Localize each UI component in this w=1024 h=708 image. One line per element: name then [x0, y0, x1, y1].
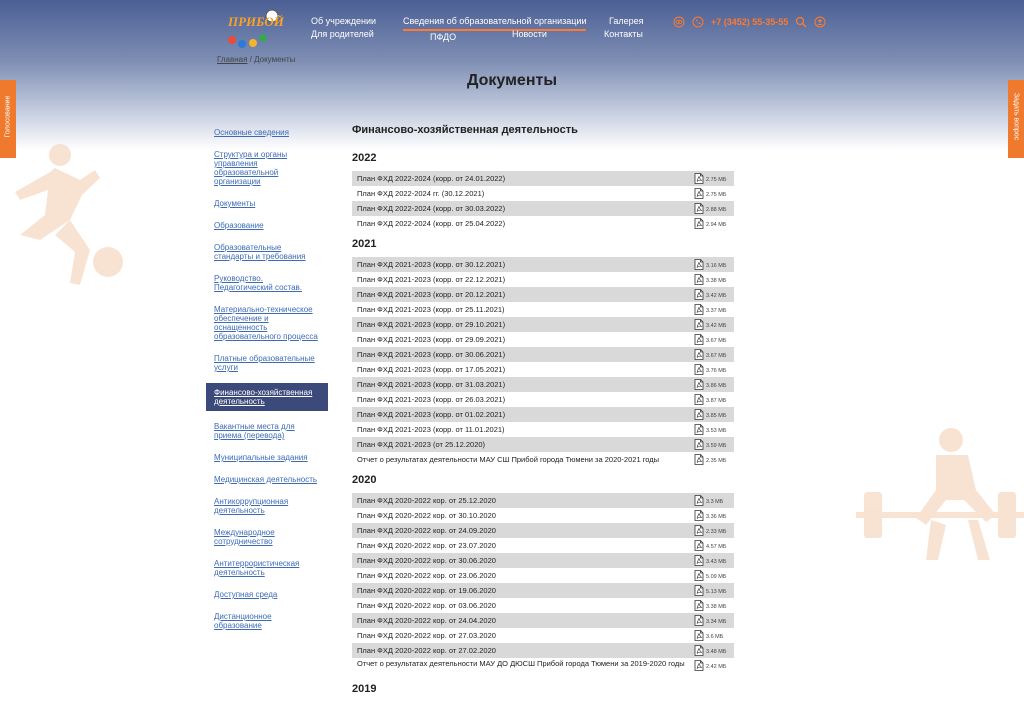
- pdf-file-icon[interactable]: [694, 439, 704, 450]
- file-size: 3.67 МБ: [706, 353, 727, 359]
- pdf-file-icon[interactable]: [694, 188, 704, 199]
- document-row[interactable]: [352, 613, 734, 628]
- file-size: 3.37 МБ: [706, 308, 727, 314]
- document-title[interactable]: План ФХД 2020-2022 кор. от 23.06.2020: [357, 570, 496, 580]
- document-list: [352, 493, 734, 676]
- sidebar-item[interactable]: Структура и органы управления образовательной организации: [214, 150, 288, 186]
- file-size: 3.42 МБ: [706, 293, 727, 299]
- sidebar-item[interactable]: Образование: [214, 221, 264, 230]
- sidebar-item[interactable]: Дистанционное образование: [214, 612, 272, 630]
- file-size: 3.53 МБ: [706, 428, 727, 434]
- document-row[interactable]: [352, 437, 734, 452]
- sidebar-item[interactable]: Вакантные места для приема (перевода): [214, 422, 295, 440]
- document-row[interactable]: [352, 317, 734, 332]
- pdf-file-icon[interactable]: [694, 349, 704, 360]
- breadcrumb: [217, 55, 295, 64]
- ask-question-side-tab[interactable]: [1008, 80, 1024, 158]
- document-title[interactable]: План ФХД 2021-2023 (корр. от 25.11.2021): [357, 304, 505, 314]
- sidebar-item[interactable]: Документы: [214, 199, 256, 208]
- sidebar-item[interactable]: Антитеррористическая деятельность: [214, 559, 300, 577]
- file-size: 2.33 МБ: [706, 529, 727, 535]
- document-row[interactable]: [352, 186, 734, 201]
- file-size: 3.86 МБ: [706, 383, 727, 389]
- file-size: 3.3 МБ: [706, 499, 724, 505]
- sidebar-item[interactable]: Руководство. Педагогический состав.: [214, 274, 303, 292]
- document-title[interactable]: План ФХД 2021-2023 (корр. от 26.03.2021): [357, 394, 506, 404]
- document-title[interactable]: План ФХД 2021-2023 (корр. от 20.12.2021): [357, 289, 506, 299]
- document-title[interactable]: План ФХД 2020-2022 кор. от 27.03.2020: [357, 630, 496, 640]
- breadcrumb-separator: /: [247, 55, 255, 64]
- document-row[interactable]: [352, 216, 734, 231]
- document-title[interactable]: План ФХД 2021-2023 (корр. от 11.01.2021): [357, 424, 505, 434]
- phone-number[interactable]: +7 (3452) 55-35-55: [711, 17, 789, 27]
- document-title[interactable]: План ФХД 2021-2023 (корр. от 01.02.2021): [357, 409, 506, 419]
- document-title[interactable]: План ФХД 2020-2022 кор. от 27.02.2020: [357, 645, 496, 655]
- pdf-file-icon[interactable]: [694, 304, 704, 315]
- document-title[interactable]: План ФХД 2020-2022 кор. от 03.06.2020: [357, 600, 496, 610]
- document-row[interactable]: [352, 257, 734, 272]
- page-title: Документы: [467, 72, 557, 89]
- document-row[interactable]: [352, 407, 734, 422]
- pdf-file-icon[interactable]: [694, 525, 704, 536]
- pdf-file-icon[interactable]: [694, 259, 704, 270]
- pdf-file-icon[interactable]: [694, 600, 704, 611]
- document-title[interactable]: План ФХД 2020-2022 кор. от 30.06.2020: [357, 555, 496, 565]
- file-size: 3.76 МБ: [706, 368, 727, 374]
- pdf-file-icon[interactable]: [694, 364, 704, 375]
- sidebar-item[interactable]: Антикоррупционная деятельность: [214, 497, 289, 515]
- file-size: 5.09 МБ: [706, 574, 727, 580]
- document-list: [352, 257, 734, 467]
- document-row[interactable]: [352, 628, 734, 643]
- document-title[interactable]: План ФХД 2020-2022 кор. от 30.10.2020: [357, 510, 496, 520]
- document-row[interactable]: [352, 553, 734, 568]
- nav-parents[interactable]: Для родителей: [311, 29, 374, 39]
- breadcrumb-home[interactable]: Главная: [217, 55, 248, 64]
- file-size: 3.85 МБ: [706, 413, 727, 419]
- document-row[interactable]: [352, 347, 734, 362]
- file-size: 2.42 МБ: [706, 664, 727, 670]
- document-title[interactable]: Отчет о результатах деятельности МАУ СШ Прибой города Тюмени за 2020-2021 годы: [357, 454, 660, 464]
- file-size: 3.16 МБ: [706, 263, 727, 269]
- school-logo[interactable]: [220, 2, 284, 50]
- accessibility-eye-icon[interactable]: [673, 16, 685, 28]
- document-row[interactable]: [352, 658, 734, 676]
- pdf-file-icon[interactable]: [694, 394, 704, 405]
- file-size: 2.75 МБ: [706, 192, 727, 198]
- sidebar-item[interactable]: Доступная среда: [214, 590, 278, 599]
- sidebar-item[interactable]: Медицинская деятельность: [214, 475, 318, 484]
- file-size: 3.48 МБ: [706, 649, 727, 655]
- pdf-file-icon[interactable]: [694, 615, 704, 626]
- voting-side-tab[interactable]: [0, 80, 16, 158]
- document-row[interactable]: [352, 201, 734, 216]
- document-row[interactable]: [352, 643, 734, 658]
- document-row[interactable]: [352, 377, 734, 392]
- document-title[interactable]: План ФХД 2020-2022 кор. от 19.06.2020: [357, 585, 496, 595]
- pdf-file-icon[interactable]: [694, 274, 704, 285]
- nav-contacts[interactable]: Контакты: [604, 29, 643, 39]
- pdf-file-icon[interactable]: [694, 510, 704, 521]
- nav-news[interactable]: Новости: [512, 29, 547, 39]
- file-size: 3.6 МБ: [706, 634, 724, 640]
- weightlifter-silhouette: [856, 420, 1024, 570]
- file-size: 3.67 МБ: [706, 338, 727, 344]
- sidebar-menu: [206, 126, 328, 641]
- file-size: 3.42 МБ: [706, 323, 727, 329]
- file-size: 2.75 МБ: [706, 177, 727, 183]
- ask-question-tab-label: Задать вопрос: [1012, 92, 1020, 141]
- document-title[interactable]: План ФХД 2021-2023 (корр. от 29.09.2021): [357, 334, 506, 344]
- document-title[interactable]: Отчет о результатах деятельности МАУ ДО ДЮСШ Прибой города Тюмени за 2019-2020 годы: [357, 659, 685, 668]
- document-list: [352, 171, 734, 231]
- sidebar-item[interactable]: Платные образовательные услуги: [214, 354, 315, 372]
- file-size: 3.38 МБ: [706, 604, 727, 610]
- document-row[interactable]: [352, 392, 734, 407]
- document-title[interactable]: План ФХД 2020-2022 кор. от 23.07.2020: [357, 540, 496, 550]
- pdf-file-icon[interactable]: [694, 334, 704, 345]
- document-title[interactable]: План ФХД 2021-2023 (от 25.12.2020): [357, 439, 486, 449]
- file-size: 4.57 МБ: [706, 544, 727, 550]
- header-actions: [673, 15, 826, 29]
- nav-group-3: [512, 28, 547, 41]
- nav-group-4: [604, 15, 644, 41]
- document-row[interactable]: [352, 287, 734, 302]
- pdf-file-icon[interactable]: [694, 585, 704, 596]
- document-title[interactable]: План ФХД 2021-2023 (корр. от 22.12.2021): [357, 274, 506, 284]
- sidebar-item[interactable]: Международное сотрудничество: [214, 528, 275, 546]
- site-header: [0, 0, 1024, 56]
- sidebar-item[interactable]: Материально-техническое обеспечение и оснащенность образовательного процесса: [214, 305, 318, 341]
- document-title[interactable]: План ФХД 2022-2024 гг. (30.12.2021): [357, 188, 485, 198]
- document-row[interactable]: [352, 171, 734, 186]
- file-size: 2.35 МБ: [706, 458, 727, 464]
- file-size: 3.43 МБ: [706, 559, 727, 565]
- nav-group-2: [403, 15, 586, 44]
- nav-org-info[interactable]: Сведения об образовательной организации: [403, 15, 586, 31]
- search-icon[interactable]: [795, 16, 807, 28]
- pdf-file-icon[interactable]: [694, 630, 704, 641]
- file-size: 2.88 МБ: [706, 207, 727, 213]
- document-row[interactable]: [352, 538, 734, 553]
- user-icon[interactable]: [814, 16, 826, 28]
- sidebar-item[interactable]: Основные сведения: [214, 128, 289, 137]
- document-row[interactable]: [352, 362, 734, 377]
- pdf-file-icon[interactable]: [694, 660, 704, 671]
- pdf-file-icon[interactable]: [694, 173, 704, 184]
- pdf-file-icon[interactable]: [694, 289, 704, 300]
- sidebar-item[interactable]: Муниципальные задания: [214, 453, 308, 462]
- file-size: 5.13 МБ: [706, 589, 727, 595]
- year-heading: 2019: [352, 683, 377, 695]
- nav-pfdo[interactable]: ПФДО: [430, 32, 457, 42]
- document-row[interactable]: [352, 493, 734, 508]
- breadcrumb-current: Документы: [254, 55, 296, 64]
- document-row[interactable]: [352, 508, 734, 523]
- documents-content: [352, 122, 734, 702]
- year-heading: 2020: [352, 474, 377, 486]
- file-size: 3.34 МБ: [706, 619, 727, 625]
- pdf-file-icon[interactable]: [694, 409, 704, 420]
- pdf-file-icon[interactable]: [694, 319, 704, 330]
- file-size: 3.87 МБ: [706, 398, 727, 404]
- nav-gallery[interactable]: Галерея: [609, 16, 644, 26]
- pdf-file-icon[interactable]: [694, 218, 704, 229]
- document-title[interactable]: План ФХД 2021-2023 (корр. от 17.05.2021): [357, 364, 506, 374]
- pdf-file-icon[interactable]: [694, 203, 704, 214]
- document-row[interactable]: [352, 302, 734, 317]
- file-size: 3.36 МБ: [706, 514, 727, 520]
- pdf-file-icon[interactable]: [694, 645, 704, 656]
- pdf-file-icon[interactable]: [694, 555, 704, 566]
- year-heading: 2021: [352, 238, 377, 250]
- document-title[interactable]: План ФХД 2022-2024 (корр. от 24.01.2022): [357, 173, 506, 183]
- pdf-file-icon[interactable]: [694, 570, 704, 581]
- document-row[interactable]: [352, 422, 734, 437]
- section-title: Финансово-хозяйственная деятельность: [352, 124, 578, 136]
- document-title[interactable]: План ФХД 2020-2022 кор. от 24.09.2020: [357, 525, 496, 535]
- pdf-file-icon[interactable]: [694, 540, 704, 551]
- sidebar-item[interactable]: Финансово-хозяйственная деятельность: [206, 383, 328, 411]
- year-heading: 2022: [352, 152, 377, 164]
- document-title[interactable]: План ФХД 2021-2023 (корр. от 30.06.2021): [357, 349, 506, 359]
- document-row[interactable]: [352, 583, 734, 598]
- sidebar-item[interactable]: Образовательные стандарты и требования: [214, 243, 306, 261]
- document-row[interactable]: [352, 568, 734, 583]
- pdf-file-icon[interactable]: [694, 379, 704, 390]
- pdf-file-icon[interactable]: [694, 424, 704, 435]
- document-row[interactable]: [352, 523, 734, 538]
- document-title[interactable]: План ФХД 2022-2024 (корр. от 30.03.2022): [357, 203, 506, 213]
- document-title[interactable]: План ФХД 2021-2023 (корр. от 31.03.2021): [357, 379, 506, 389]
- football-player-silhouette: [0, 140, 140, 300]
- document-title[interactable]: План ФХД 2021-2023 (корр. от 30.12.2021): [357, 259, 506, 269]
- document-row[interactable]: [352, 272, 734, 287]
- file-size: 3.38 МБ: [706, 278, 727, 284]
- pdf-file-icon[interactable]: [694, 495, 704, 506]
- document-row[interactable]: [352, 332, 734, 347]
- document-title[interactable]: План ФХД 2021-2023 (корр. от 29.10.2021): [357, 319, 506, 329]
- logo-text: ПРИБОЙ: [228, 14, 284, 29]
- document-row[interactable]: [352, 452, 734, 467]
- nav-about[interactable]: Об учреждении: [311, 16, 377, 26]
- pdf-file-icon[interactable]: [694, 454, 704, 465]
- document-title[interactable]: План ФХД 2022-2024 (корр. от 25.04.2022): [357, 218, 506, 228]
- file-size: 2.94 МБ: [706, 222, 727, 228]
- nav-group-1: [311, 15, 376, 41]
- phone-icon[interactable]: [692, 16, 704, 28]
- document-row[interactable]: [352, 598, 734, 613]
- document-title[interactable]: План ФХД 2020-2022 кор. от 24.04.2020: [357, 615, 496, 625]
- file-size: 3.59 МБ: [706, 443, 727, 449]
- document-title[interactable]: План ФХД 2020-2022 кор. от 25.12.2020: [357, 495, 496, 505]
- voting-tab-label: Голосование: [4, 95, 12, 138]
